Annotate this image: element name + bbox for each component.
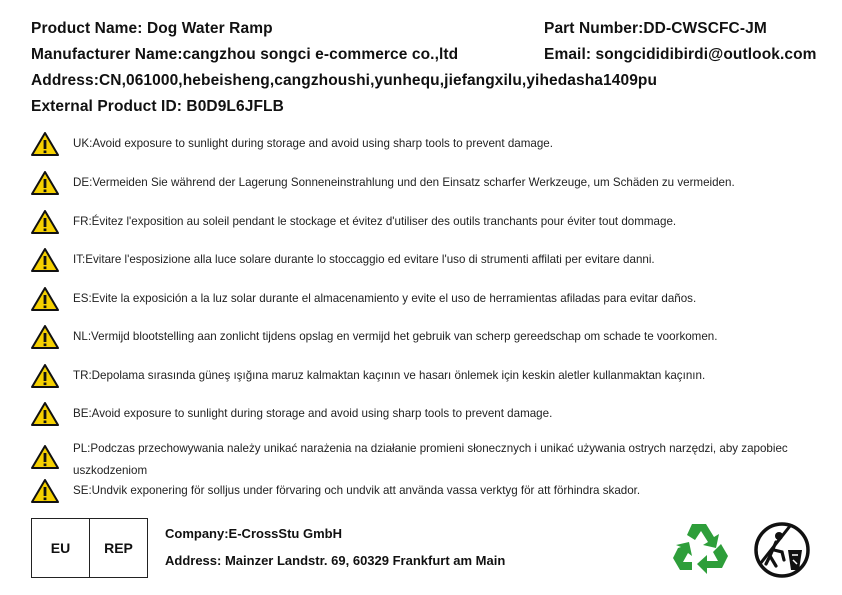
rep-label: REP — [104, 540, 133, 556]
address: Address:CN,061000,hebeisheng,cangzhoushi,yunhequ,jiefangxilu,yihedasha1409pu — [31, 72, 658, 89]
recycle-icon — [670, 520, 732, 578]
warning-triangle-icon — [31, 478, 59, 504]
email: Email: songcididibirdi@outlook.com — [544, 46, 817, 63]
part-number: Part Number:DD-CWSCFC-JM — [544, 20, 767, 37]
warning-text: UK:Avoid exposure to sunlight during storage and avoid using sharp tools to prevent damage. — [73, 137, 553, 150]
warning-triangle-icon — [31, 401, 59, 427]
warning-triangle-icon — [31, 170, 59, 196]
warning-text: FR:Évitez l'exposition au soleil pendant le stockage et évitez d'utiliser des outils tranchants pour éviter tout dommage. — [73, 215, 677, 228]
warning-text: BE:Avoid exposure to sunlight during storage and avoid using sharp tools to prevent damage. — [73, 407, 553, 420]
warning-text: SE:Undvik exponering för solljus under förvaring och undvik att använda vassa verktyg för att förhindra skador. — [73, 484, 641, 497]
eu-label: EU — [32, 519, 90, 577]
warning-text: PL:Podczas przechowywania należy unikać narażenia na działanie promieni słonecznych i unikać używania ostrych narzędzi, aby zapobiec uszkodzeniom — [73, 442, 788, 477]
warning-text: NL:Vermijd blootstelling aan zonlicht tijdens opslag en vermijd het gebruik van scherp gereedschap om schade te voorkomen. — [73, 330, 718, 343]
warning-text: TR:Depolama sırasında güneş ışığına maruz kalmaktan kaçının ve hasarı önlemek için keskin aletler kullanmaktan kaçının. — [73, 369, 706, 382]
warning-triangle-icon — [31, 444, 59, 470]
manufacturer-name: Manufacturer Name:cangzhou songci e-commerce co.,ltd — [31, 46, 459, 63]
warning-text: ES:Evite la exposición a la luz solar durante el almacenamiento y evite el uso de herramientas afiladas para evitar daños. — [73, 292, 697, 305]
product-name: Product Name: Dog Water Ramp — [31, 20, 273, 37]
warning-triangle-icon — [31, 209, 59, 235]
warning-triangle-icon — [31, 247, 59, 273]
external-product-id: External Product ID: B0D9L6JFLB — [31, 98, 284, 115]
warning-text: IT:Evitare l'esposizione alla luce solare durante lo stoccaggio ed evitare l'uso di strumenti affilati per evitare danni. — [73, 253, 655, 266]
warning-triangle-icon — [31, 363, 59, 389]
company-name: Company:E-CrossStu GmbH — [165, 526, 342, 541]
tidyman-disposal-icon — [752, 520, 814, 580]
eu-rep-box — [31, 518, 148, 578]
warning-triangle-icon — [31, 324, 59, 350]
warning-triangle-icon — [31, 286, 59, 312]
company-address: Address: Mainzer Landstr. 69, 60329 Frankfurt am Main — [165, 553, 506, 568]
warning-triangle-icon — [31, 131, 59, 157]
warning-text: DE:Vermeiden Sie während der Lagerung Sonneneinstrahlung und den Einsatz scharfer Werkzeuge, um Schäden zu vermeiden. — [73, 176, 735, 189]
